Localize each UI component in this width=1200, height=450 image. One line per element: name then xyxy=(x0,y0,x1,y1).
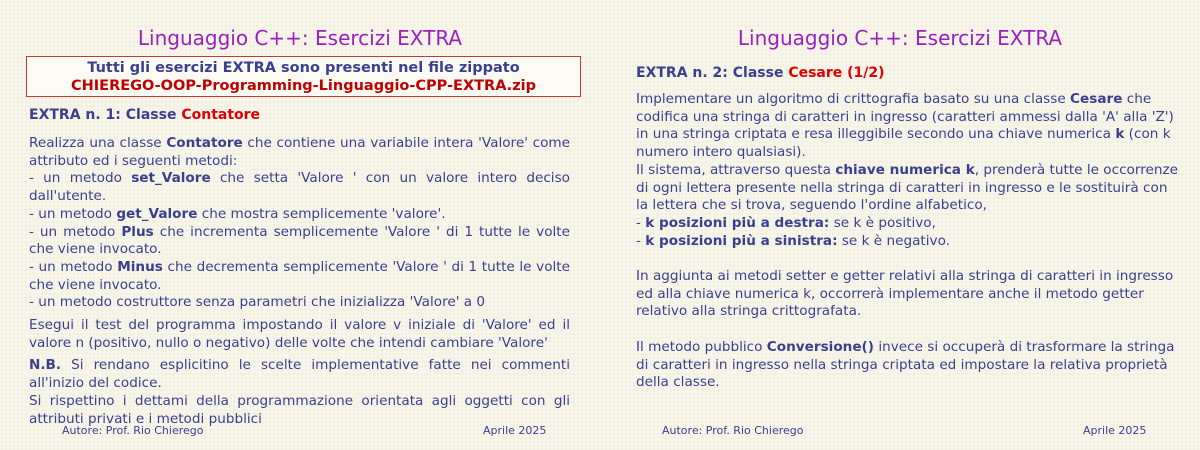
exercise-heading xyxy=(636,65,885,81)
footer-author: Autore: Prof. Rio Chierego xyxy=(62,424,204,437)
method-item: - un metodo costruttore senza parametri che inizializza 'Valore' a 0 xyxy=(29,294,486,311)
nb-paragraph: N.B. Si rendano esplicitino le scelte implementative fatte nei commenti all'inizio del codice. xyxy=(29,357,570,392)
zip-file-name: CHIEREGO-OOP-Programming-Linguaggio-CPP-EXTRA.zip xyxy=(71,78,536,94)
heading-class-name: Cesare (1/2) xyxy=(788,65,885,81)
oop-paragraph: Si rispettino i dettami della programmazione orientata agli oggetti con gli attributi privati e i metodi pubblici xyxy=(29,392,570,427)
exercise-body xyxy=(636,91,1181,392)
key-paragraph: Il sistema, attraverso questa chiave numerica k, prenderà tutte le occorrenze di ogni lettera presente nella stringa di caratteri in ingresso e le sostituirà con la lettera che si trova, seguendo l'ordine alfabetico, xyxy=(636,161,1178,214)
rule-item: - k posizioni più a destra: se k è positivo, xyxy=(636,214,936,231)
slide-title: Linguaggio C++: Esercizi EXTRA xyxy=(137,26,463,50)
intro-paragraph: Implementare un algoritmo di crittografia basato su una classe Cesare che codifica una stringa di caratteri in ingresso (caratteri ammessi dalla 'A' alla 'Z') in una stringa criptata e resa illeggibile secondo una chiave numerica k (con k numero intero qualsiasi). xyxy=(636,91,1174,161)
heading-class-name: Contatore xyxy=(181,107,261,123)
method-item: - un metodo set_Valore che setta 'Valore ' con un valore intero deciso dall'utente. xyxy=(29,170,570,205)
footer-author: Autore: Prof. Rio Chierego xyxy=(662,424,804,437)
intro-paragraph: Realizza una classe Contatore che contiene una variabile intera 'Valore' come attributo ed i seguenti metodi: xyxy=(29,135,570,169)
conversion-paragraph: Il metodo pubblico Conversione() invece si occuperà di trasformare la stringa di caratteri in ingresso nella stringa criptata ed impostare la relativa proprietà della classe. xyxy=(636,338,1175,391)
slide-title: Linguaggio C++: Esercizi EXTRA xyxy=(737,26,1063,50)
zip-notice-box xyxy=(26,56,581,97)
slide-extra-2 xyxy=(600,0,1200,450)
method-item: - un metodo Minus che decrementa semplicemente 'Valore ' di 1 tutte le volte che viene invocato. xyxy=(29,258,570,293)
heading-prefix: EXTRA n. 2: Classe xyxy=(636,65,789,81)
footer-date: Aprile 2025 xyxy=(483,424,547,437)
footer-date: Aprile 2025 xyxy=(1083,424,1147,437)
rule-item: - k posizioni più a sinistra: se k è negativo. xyxy=(636,232,950,249)
test-paragraph: Esegui il test del programma impostando il valore v iniziale di 'Valore' ed il valore n (positivo, nullo o negativo) delle volte che intendi cambiare 'Valore' xyxy=(29,317,570,351)
method-item: - un metodo Plus che incrementa semplicemente 'Valore ' di 1 tutte le volte che viene invocato. xyxy=(29,223,570,258)
method-item: - un metodo get_Valore che mostra semplicemente 'valore'. xyxy=(29,205,446,222)
getter-paragraph: In aggiunta ai metodi setter e getter relativi alla stringa di caratteri in ingresso ed alla chiave numerica k, occorrerà implementare anche il metodo getter relativo alla stringa crittografata. xyxy=(636,268,1174,320)
exercise-body xyxy=(29,135,570,428)
zip-notice-text: Tutti gli esercizi EXTRA sono presenti nel file zippato xyxy=(87,60,520,76)
heading-prefix: EXTRA n. 1: Classe xyxy=(29,107,182,123)
exercise-heading xyxy=(29,107,260,123)
